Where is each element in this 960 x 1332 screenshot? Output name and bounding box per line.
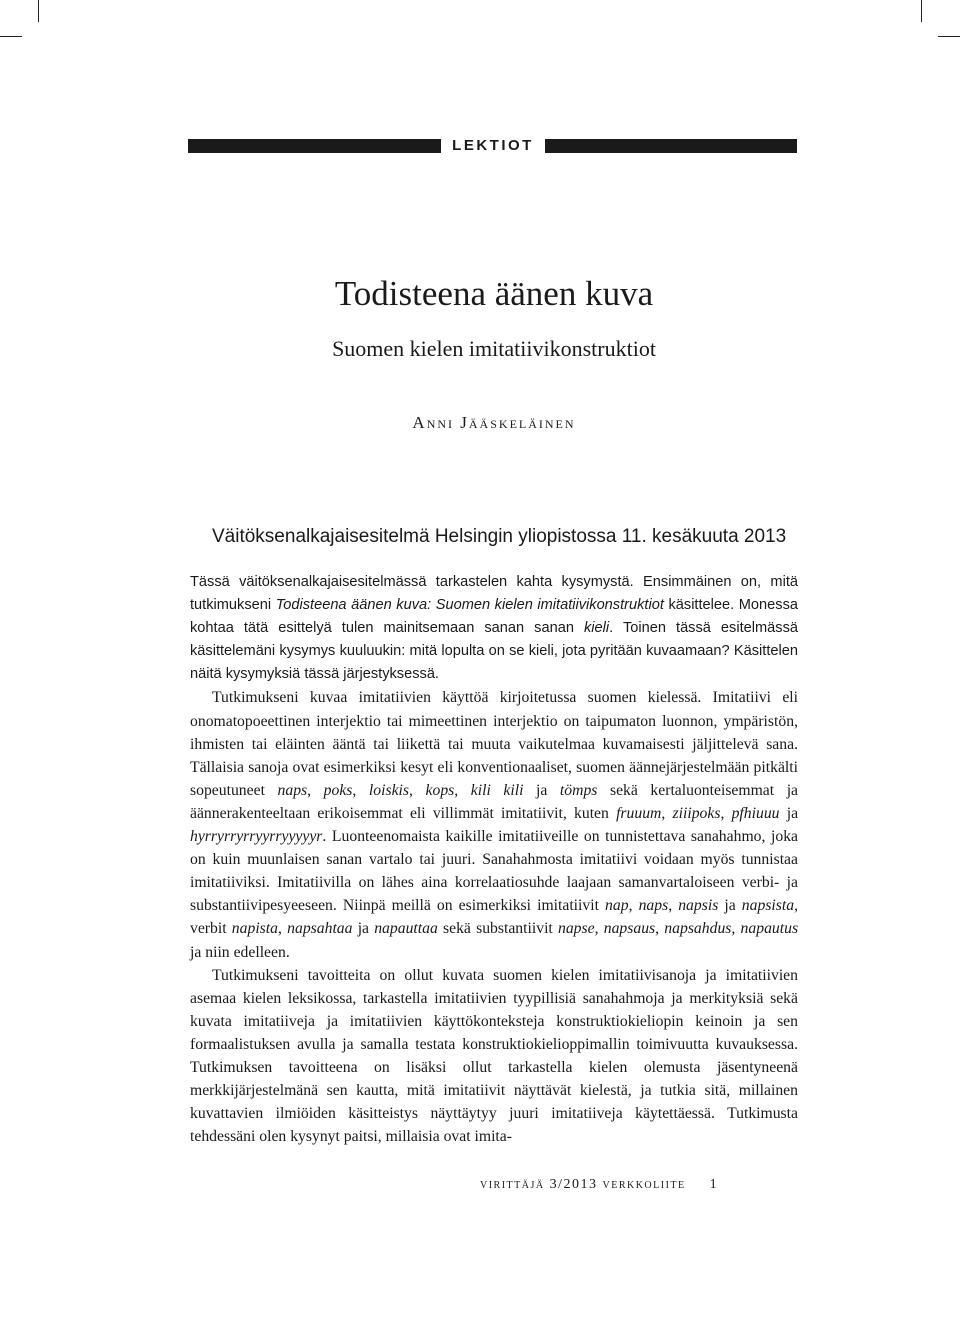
header-rule-left: [188, 139, 441, 153]
journal-name: virittäjä 3/2013 verkkoliite: [480, 1177, 686, 1192]
header-rule-right: [545, 139, 797, 153]
crop-mark: [921, 0, 922, 22]
page-footer: [480, 1175, 780, 1195]
author-name: Anni Jääskeläinen: [412, 413, 576, 432]
lecture-heading: Väitöksenalkajaisesitelmä Helsingin yliopistossa 11. kesäkuuta 2013: [212, 526, 787, 547]
body-paragraph: Tutkimukseni kuvaa imitatiivien käyttöä kirjoitetussa suomen kielessä. Imitatiivi eli onomatopoeettinen interjektio tai mimeettinen interjektio on taipumaton luonnon, ympäristön, ihmisten tai eläinten ääntä tai liikettä tai muuta vaikutelmaa kuvamaisesti jäljittelevä sana. Tällaisia sanoja ovat esimerkiksi kesyt eli konventionaaliset, suomen äännejärjestelmään pitkälti sopeutuneet naps, poks, loiskis, kops, kili kili ja tömps sekä kertaluonteisemmat ja äännerakenteeltaan erikoisemmat eli villimmät imitatiivit, kuten fruuum, ziiipoks, pfhiuuu ja hyrryrryrryyrryyyyyr. Luonteenomaista kaikille imitatiiveille on tunnistettava sanahahmo, joka on kuin muunlaisen sanan vartalo tai juuri. Sanahahmosta imitatiivi voidaan myös tunnistaa imitatiiviksi. Imitatiivilla on lähes aina korrelaatiosuhde laajaan samanvartaloiseen verbi- ja substantiivipesyeeseen. Niinpä meillä on esimerkiksi imitatiivit nap, naps, napsis ja napsista, verbit napista, napsahtaa ja napauttaa sekä substantiivit napse, napsaus, napsahdus, napautus ja niin edelleen.: [190, 689, 799, 961]
article-body: [190, 571, 798, 1148]
page-subtitle: Suomen kielen imitatiivikonstruktiot: [332, 336, 656, 361]
page-title: Todisteena äänen kuva: [334, 274, 654, 313]
intro-paragraph: Tässä väitöksenalkajaisesitelmässä tarkastelen kahta kysymystä. Ensimmäinen on, mitä tutkimukseni Todisteena äänen kuva: Suomen kielen imitatiivikonstruktiot käsittelee. Monessa kohtaa tätä esittelyä tulen mainitsemaan sanan sanan kieli. Toinen tässä esitelmässä käsittelemäni kysymys kuuluukin: mitä lopulta on se kieli, jota pyritään kuvaamaan? Käsittelen näitä kysymyksiä tässä järjestyksessä.: [190, 574, 798, 683]
crop-mark: [38, 0, 39, 22]
section-label: LEKTIOT: [452, 137, 534, 154]
page-number: 1: [709, 1177, 719, 1192]
body-paragraph: Tutkimukseni tavoitteita on ollut kuvata suomen kielen imitatiivisanoja ja imitatiivien asemaa kielen leksikossa, tarkastella imitatiivien tyypillisiä sanahahmoja ja merkityksiä sekä kuvata imitatiiveja ja imitatiivien käyttökonteksteja konstruktiokieliopin keinoin ja sen formaalistuksen avulla ja samalla testata konstruktiokielioppimallin toimivuutta kuvauksessa. Tutkimuksen tavoitteena on lisäksi ollut tarkastella kielen olemusta jäsentyneenä merkkijärjestelmänä sen kautta, mitä imitatiivit näyttävät kielestä, ja tutkia sitä, millainen kuvattavien ilmiöiden käsitteistys näyttäytyy juuri imitatiiveja käytettäessä. Tutkimusta tehdessäni olen kysynyt paitsi, millaisia ovat imita-: [190, 966, 798, 1146]
crop-mark: [0, 36, 22, 37]
crop-mark: [938, 36, 960, 37]
